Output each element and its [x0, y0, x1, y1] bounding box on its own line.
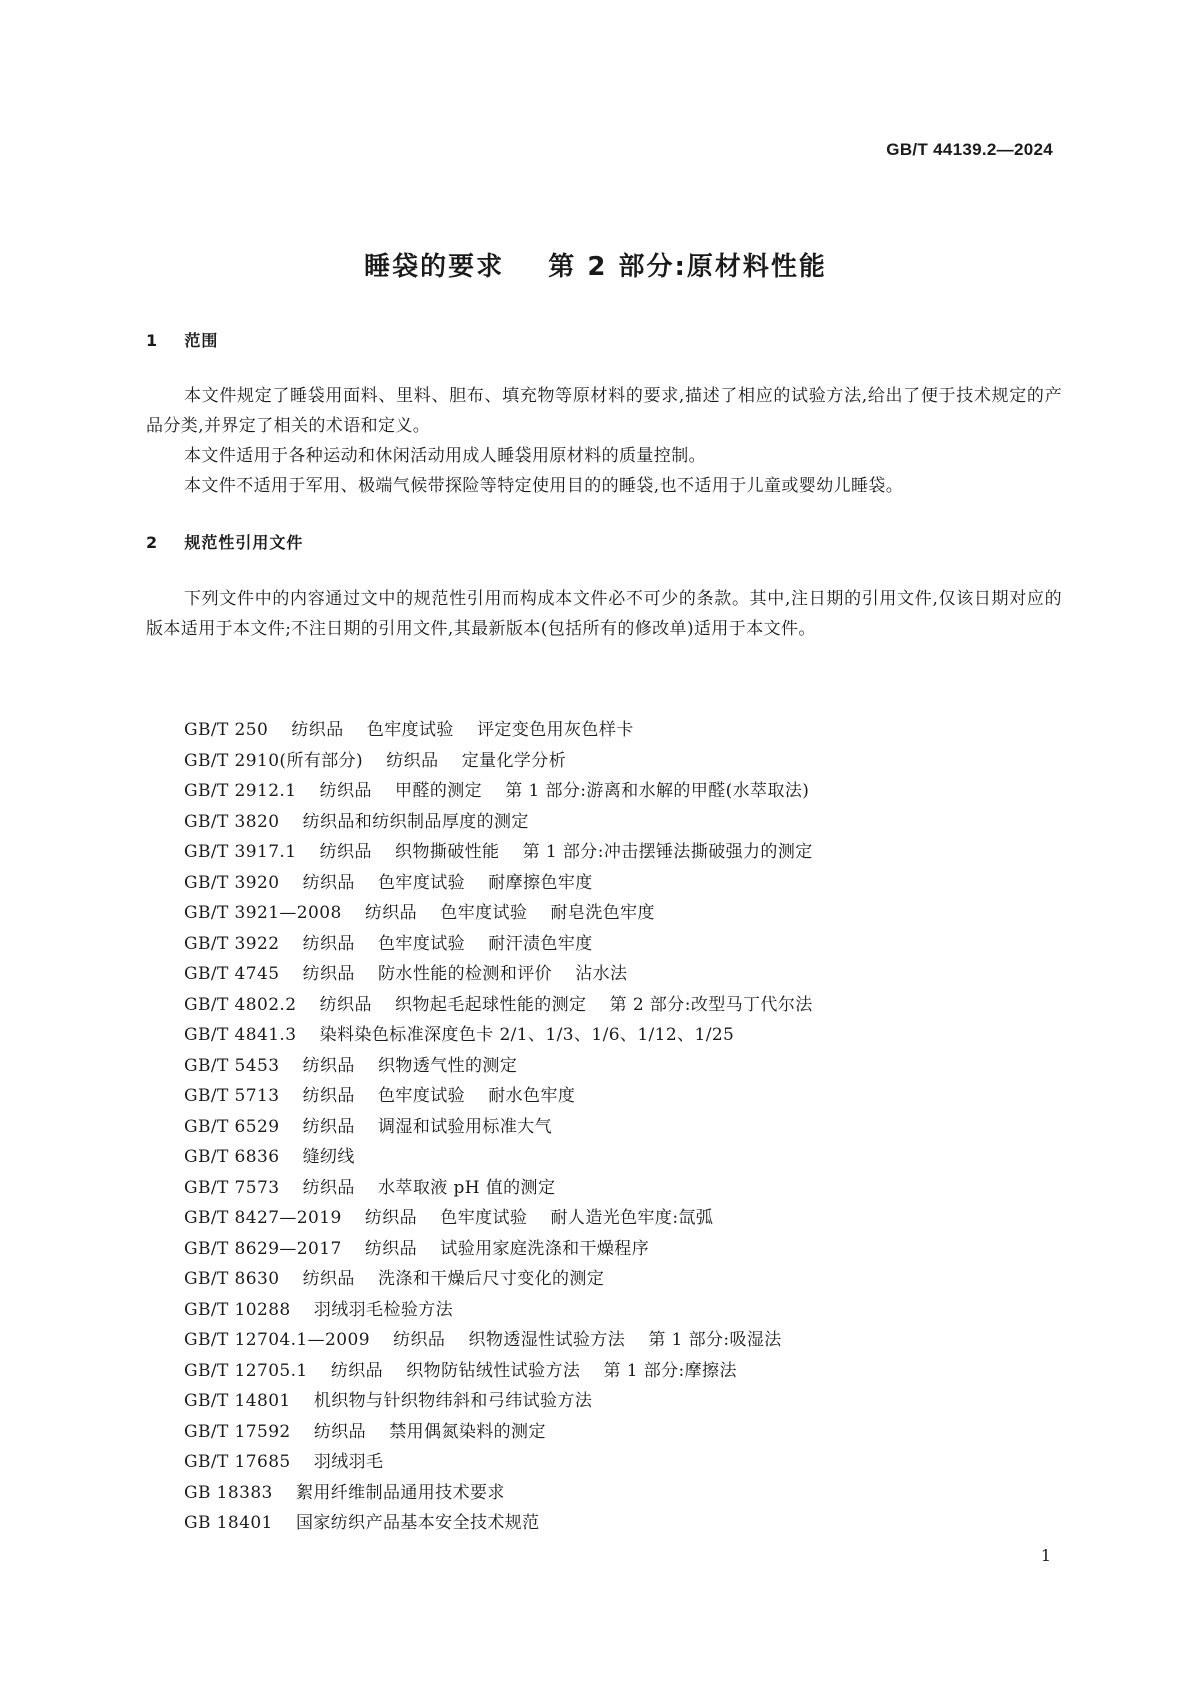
reference-item: GB/T 17592 纺织品 禁用偶氮染料的测定 [184, 1421, 546, 1442]
reference-item: GB/T 6836 缝纫线 [184, 1147, 355, 1167]
reference-item: GB 18401 国家纺织产品基本安全技术规范 [184, 1513, 540, 1533]
reference-item: GB/T 4745 纺织品 防水性能的检测和评价 沾水法 [184, 964, 628, 984]
reference-item: GB/T 12704.1—2009 纺织品 织物透湿性试验方法 第 1 部分:吸湿法 [184, 1330, 782, 1350]
scope-paragraph: 本文件规定了睡袋用面料、里料、胆布、填充物等原材料的要求,描述了相应的试验方法,给出了便于技术规定的产品分类,并界定了相关的术语和定义。 [146, 386, 1062, 436]
reference-item: GB/T 8630 纺织品 洗涤和干燥后尺寸变化的测定 [184, 1269, 605, 1289]
reference-item: GB/T 17685 羽绒羽毛 [184, 1452, 384, 1472]
reference-item: GB/T 2910(所有部分) 纺织品 定量化学分析 [184, 750, 567, 771]
section-heading-scope: 1 范围 [146, 331, 219, 350]
reference-item: GB/T 12705.1 纺织品 织物防钻绒性试验方法 第 1 部分:摩擦法 [184, 1360, 737, 1381]
reference-item: GB/T 5713 纺织品 色牢度试验 耐水色牢度 [184, 1086, 576, 1106]
reference-item: GB/T 4802.2 纺织品 织物起毛起球性能的测定 第 2 部分:改型马丁代尔法 [184, 994, 813, 1015]
reference-item: GB 18383 絮用纤维制品通用技术要求 [184, 1482, 505, 1503]
reference-list [184, 715, 813, 1539]
references-intro-paragraph: 下列文件中的内容通过文中的规范性引用而构成本文件必不可少的条款。其中,注日期的引用文件,仅该日期对应的版本适用于本文件;不注日期的引用文件,其最新版本(包括所有的修改单)适用于本文件。 [146, 589, 1062, 639]
standard-code: GB/T 44139.2—2024 [886, 140, 1053, 159]
scope-paragraph: 本文件不适用于军用、极端气候带探险等特定使用目的的睡袋,也不适用于儿童或婴幼儿睡袋。 [184, 476, 904, 496]
scope-body [146, 381, 1062, 501]
reference-item: GB/T 7573 纺织品 水萃取液 pH 值的测定 [184, 1177, 556, 1198]
references-intro [146, 584, 1062, 644]
document-title: 睡袋的要求 第 2 部分:原材料性能 [364, 252, 827, 282]
reference-item: GB/T 3922 纺织品 色牢度试验 耐汗渍色牢度 [184, 933, 593, 954]
reference-item: GB/T 8427—2019 纺织品 色牢度试验 耐人造光色牢度:氙弧 [184, 1208, 714, 1228]
reference-item: GB/T 2912.1 纺织品 甲醛的测定 第 1 部分:游离和水解的甲醛(水萃取法) [184, 781, 810, 801]
reference-item: GB/T 5453 纺织品 织物透气性的测定 [184, 1055, 518, 1076]
reference-item: GB/T 3921—2008 纺织品 色牢度试验 耐皂洗色牢度 [184, 903, 655, 923]
reference-item: GB/T 250 纺织品 色牢度试验 评定变色用灰色样卡 [184, 720, 634, 740]
reference-item: GB/T 6529 纺织品 调湿和试验用标准大气 [184, 1116, 553, 1137]
reference-item: GB/T 3917.1 纺织品 织物撕破性能 第 1 部分:冲击摆锤法撕破强力的测定 [184, 842, 813, 862]
page-number: 1 [1040, 1546, 1051, 1565]
section-heading-normative-references: 2 规范性引用文件 [146, 533, 304, 552]
reference-item: GB/T 4841.3 染料染色标准深度色卡 2/1、1/3、1/6、1/12、1/25 [184, 1025, 735, 1045]
reference-item: GB/T 10288 羽绒羽毛检验方法 [184, 1299, 454, 1320]
reference-item: GB/T 3820 纺织品和纺织制品厚度的测定 [184, 811, 529, 832]
reference-item: GB/T 8629—2017 纺织品 试验用家庭洗涤和干燥程序 [184, 1238, 650, 1259]
reference-item: GB/T 14801 机织物与针织物纬斜和弓纬试验方法 [184, 1391, 593, 1411]
scope-paragraph: 本文件适用于各种运动和休闲活动用成人睡袋用原材料的质量控制。 [184, 446, 706, 466]
reference-item: GB/T 3920 纺织品 色牢度试验 耐摩擦色牢度 [184, 872, 593, 893]
